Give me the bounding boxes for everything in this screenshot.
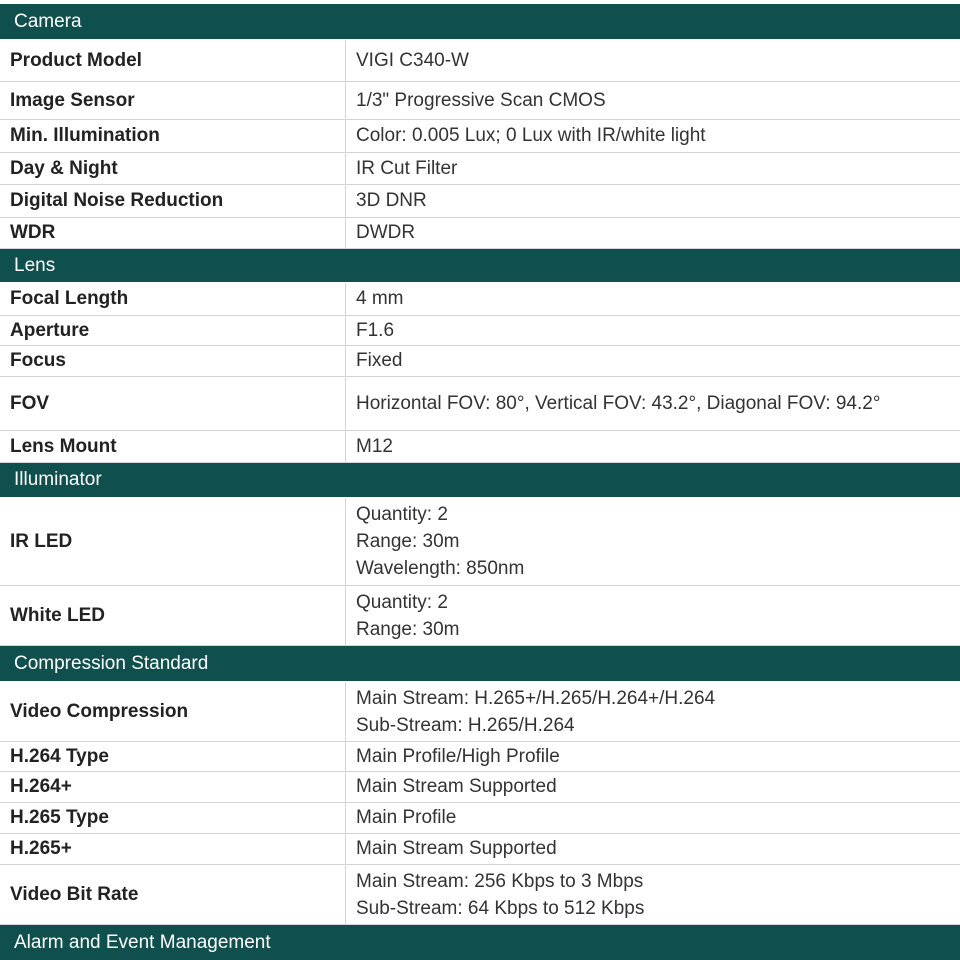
spec-value xyxy=(346,742,960,771)
section-header-lens xyxy=(0,249,960,283)
spec-value xyxy=(346,82,960,119)
spec-value xyxy=(346,316,960,345)
spec-row-h264-type xyxy=(0,742,960,772)
spec-value xyxy=(346,834,960,864)
spec-label: IR LED xyxy=(0,498,346,585)
spec-label: Digital Noise Reduction xyxy=(0,185,346,217)
spec-label: H.264 Type xyxy=(0,742,346,771)
spec-value-line: Main Stream: 256 Kbps to 3 Mbps xyxy=(356,870,644,892)
spec-value-text: F1.6 xyxy=(356,319,395,341)
section-header-compression xyxy=(0,646,960,682)
spec-value-line: Main Stream: H.265+/H.265/H.264+/H.264 xyxy=(356,687,716,709)
spec-value xyxy=(346,431,960,462)
spec-value xyxy=(346,346,960,376)
spec-label: H.265+ xyxy=(0,834,346,864)
spec-value xyxy=(346,40,960,81)
spec-row-h265-plus xyxy=(0,834,960,865)
spec-label: WDR xyxy=(0,218,346,248)
spec-value-text: Main Profile/High Profile xyxy=(356,745,560,767)
spec-value xyxy=(346,772,960,802)
spec-row-day-night xyxy=(0,153,960,185)
spec-row-wdr xyxy=(0,218,960,249)
spec-value-text: Main Stream Supported xyxy=(356,838,557,859)
spec-value-text: Color: 0.005 Lux; 0 Lux with IR/white light xyxy=(356,125,706,146)
spec-value-text: DWDR xyxy=(356,222,416,243)
spec-row-h264-plus xyxy=(0,772,960,803)
spec-value xyxy=(346,153,960,184)
section-title: Lens xyxy=(14,254,56,276)
spec-value xyxy=(346,682,960,741)
spec-value-text: Main Profile xyxy=(356,807,457,828)
spec-row-lens-mount xyxy=(0,431,960,463)
spec-row-image-sensor xyxy=(0,82,960,120)
spec-label: Day & Night xyxy=(0,153,346,184)
spec-label: Video Compression xyxy=(0,682,346,741)
spec-value xyxy=(346,865,960,924)
spec-value-line: Range: 30m xyxy=(356,618,460,640)
spec-row-ir-led xyxy=(0,498,960,586)
spec-value xyxy=(346,586,960,645)
spec-value xyxy=(346,803,960,833)
section-title: Alarm and Event Management xyxy=(14,931,271,953)
spec-value-line: Sub-Stream: H.265/H.264 xyxy=(356,714,575,736)
spec-value-text: IR Cut Filter xyxy=(356,157,458,179)
spec-label: H.265 Type xyxy=(0,803,346,833)
spec-label: White LED xyxy=(0,586,346,645)
spec-row-focal-length xyxy=(0,283,960,316)
spec-row-product-model xyxy=(0,40,960,82)
spec-value-text: Fixed xyxy=(356,350,403,371)
spec-label: FOV xyxy=(0,377,346,430)
spec-value xyxy=(346,185,960,217)
spec-row-video-compression xyxy=(0,682,960,742)
spec-value-line: Range: 30m xyxy=(356,531,460,552)
spec-value-text: 3D DNR xyxy=(356,190,427,211)
spec-label: Min. Illumination xyxy=(0,120,346,152)
spec-row-aperture xyxy=(0,316,960,346)
section-header-alarm xyxy=(0,925,960,960)
section-title: Compression Standard xyxy=(14,652,209,674)
spec-value xyxy=(346,120,960,152)
section-title: Illuminator xyxy=(14,469,102,490)
section-header-illuminator xyxy=(0,463,960,498)
spec-value xyxy=(346,218,960,248)
spec-row-focus xyxy=(0,346,960,377)
spec-value-text: Horizontal FOV: 80°, Vertical FOV: 43.2°, Diagonal FOV: 94.2° xyxy=(356,392,881,414)
spec-row-dnr xyxy=(0,185,960,218)
spec-label: Image Sensor xyxy=(0,82,346,119)
spec-label: Product Model xyxy=(0,40,346,81)
spec-row-video-bit-rate xyxy=(0,865,960,925)
spec-value xyxy=(346,498,960,585)
spec-value-line: Quantity: 2 xyxy=(356,591,448,613)
spec-row-min-illumination xyxy=(0,120,960,153)
spec-value-line: Wavelength: 850nm xyxy=(356,558,525,579)
section-header-camera xyxy=(0,4,960,40)
spec-value-text: VIGI C340-W xyxy=(356,49,469,71)
spec-label: Focal Length xyxy=(0,283,346,315)
spec-label: Video Bit Rate xyxy=(0,865,346,924)
spec-value xyxy=(346,283,960,315)
spec-value-text: 1/3" Progressive Scan CMOS xyxy=(356,89,606,111)
spec-row-fov xyxy=(0,377,960,431)
spec-label: Focus xyxy=(0,346,346,376)
spec-value-text: M12 xyxy=(356,435,393,457)
spec-label: Lens Mount xyxy=(0,431,346,462)
spec-value xyxy=(346,377,960,430)
spec-value-line: Sub-Stream: 64 Kbps to 512 Kbps xyxy=(356,897,645,919)
spec-row-white-led xyxy=(0,586,960,646)
spec-label: H.264+ xyxy=(0,772,346,802)
section-title: Camera xyxy=(14,10,82,32)
spec-value-text: 4 mm xyxy=(356,288,404,309)
spec-row-h265-type xyxy=(0,803,960,834)
spec-label: Aperture xyxy=(0,316,346,345)
spec-value-line: Quantity: 2 xyxy=(356,504,448,525)
spec-value-text: Main Stream Supported xyxy=(356,776,557,797)
